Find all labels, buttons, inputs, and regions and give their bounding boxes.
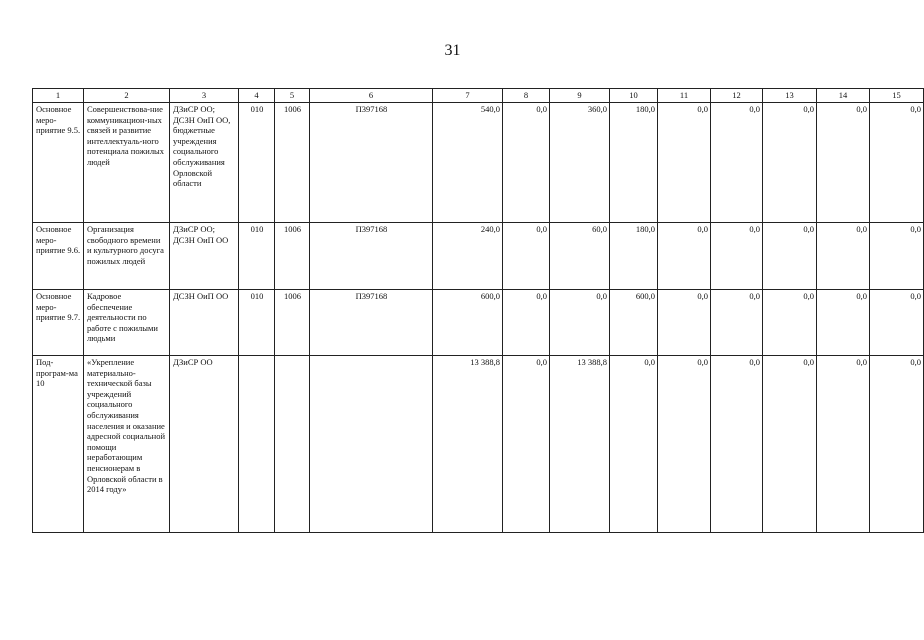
funding-amount: 240,0	[433, 223, 503, 290]
funding-amount: 0,0	[870, 103, 924, 223]
funding-amount: 0,0	[763, 223, 817, 290]
funding-amount: 0,0	[763, 356, 817, 533]
rzpr-code: 1006	[275, 103, 310, 223]
csr-code: П397168	[310, 103, 433, 223]
table-row	[33, 290, 924, 356]
rzpr-code	[275, 356, 310, 533]
funding-amount: 0,0	[658, 223, 711, 290]
funding-amount: 0,0	[870, 356, 924, 533]
column-number: 1	[33, 89, 84, 103]
measure-name: Основное меро-приятие 9.7.	[33, 290, 84, 356]
column-number: 15	[870, 89, 924, 103]
funding-amount: 0,0	[610, 356, 658, 533]
funding-amount: 0,0	[763, 290, 817, 356]
grbs-code: 010	[239, 103, 275, 223]
grbs-code	[239, 356, 275, 533]
column-number: 11	[658, 89, 711, 103]
measure-name: Под-програм-ма 10	[33, 356, 84, 533]
funding-amount: 0,0	[550, 290, 610, 356]
funding-amount: 360,0	[550, 103, 610, 223]
column-number: 8	[503, 89, 550, 103]
rzpr-code: 1006	[275, 290, 310, 356]
funding-amount: 0,0	[658, 103, 711, 223]
csr-code: П397168	[310, 223, 433, 290]
table-header-row	[33, 89, 924, 103]
column-number: 4	[239, 89, 275, 103]
funding-amount: 0,0	[658, 356, 711, 533]
funding-amount: 0,0	[817, 356, 870, 533]
funding-amount: 180,0	[610, 223, 658, 290]
table-row	[33, 223, 924, 290]
budget-table	[32, 88, 924, 533]
column-number: 10	[610, 89, 658, 103]
funding-amount: 0,0	[711, 290, 763, 356]
funding-amount: 0,0	[711, 356, 763, 533]
measure-name: Основное меро-приятие 9.5.	[33, 103, 84, 223]
funding-amount: 0,0	[503, 223, 550, 290]
measure-name: Основное меро-приятие 9.6.	[33, 223, 84, 290]
funding-amount: 600,0	[610, 290, 658, 356]
csr-code: П397168	[310, 290, 433, 356]
column-number: 9	[550, 89, 610, 103]
column-number: 13	[763, 89, 817, 103]
column-number: 7	[433, 89, 503, 103]
funding-amount: 0,0	[503, 290, 550, 356]
column-number: 3	[170, 89, 239, 103]
funding-amount: 0,0	[711, 223, 763, 290]
measure-description: «Укрепление материально-технической базы учреждений социального обслуживания населения и оказание адресной социальной помощи неработающим пенсионерам в Орловской области в 2014 году»	[84, 356, 170, 533]
column-number: 2	[84, 89, 170, 103]
funding-amount: 0,0	[503, 103, 550, 223]
table-row	[33, 356, 924, 533]
funding-amount: 60,0	[550, 223, 610, 290]
funding-amount: 0,0	[870, 290, 924, 356]
funding-amount: 0,0	[817, 103, 870, 223]
responsible-executor: ДЗиСР ОО; ДСЗН ОиП ОО	[170, 223, 239, 290]
measure-description: Кадровое обеспечение деятельности по работе с пожилыми людьми	[84, 290, 170, 356]
measure-description: Организация свободного времени и культурного досуга пожилых людей	[84, 223, 170, 290]
rzpr-code: 1006	[275, 223, 310, 290]
funding-amount: 13 388,8	[550, 356, 610, 533]
column-number: 5	[275, 89, 310, 103]
page-number: 31	[444, 42, 461, 59]
funding-amount: 0,0	[711, 103, 763, 223]
column-number: 6	[310, 89, 433, 103]
csr-code	[310, 356, 433, 533]
table-row	[33, 103, 924, 223]
measure-description: Совершенствова-ние коммуникацион-ных связей и развитие интеллектуаль-ного потенциала пожилых людей	[84, 103, 170, 223]
funding-amount: 540,0	[433, 103, 503, 223]
responsible-executor: ДСЗН ОиП ОО	[170, 290, 239, 356]
funding-amount: 13 388,8	[433, 356, 503, 533]
funding-amount: 0,0	[817, 223, 870, 290]
funding-amount: 600,0	[433, 290, 503, 356]
column-number: 12	[711, 89, 763, 103]
grbs-code: 010	[239, 290, 275, 356]
funding-amount: 180,0	[610, 103, 658, 223]
responsible-executor: ДЗиСР ОО	[170, 356, 239, 533]
responsible-executor: ДЗиСР ОО; ДСЗН ОиП ОО, бюджетные учреждения социального обслуживания Орловской области	[170, 103, 239, 223]
funding-amount: 0,0	[817, 290, 870, 356]
grbs-code: 010	[239, 223, 275, 290]
funding-amount: 0,0	[763, 103, 817, 223]
column-number: 14	[817, 89, 870, 103]
funding-amount: 0,0	[503, 356, 550, 533]
funding-amount: 0,0	[658, 290, 711, 356]
funding-amount: 0,0	[870, 223, 924, 290]
